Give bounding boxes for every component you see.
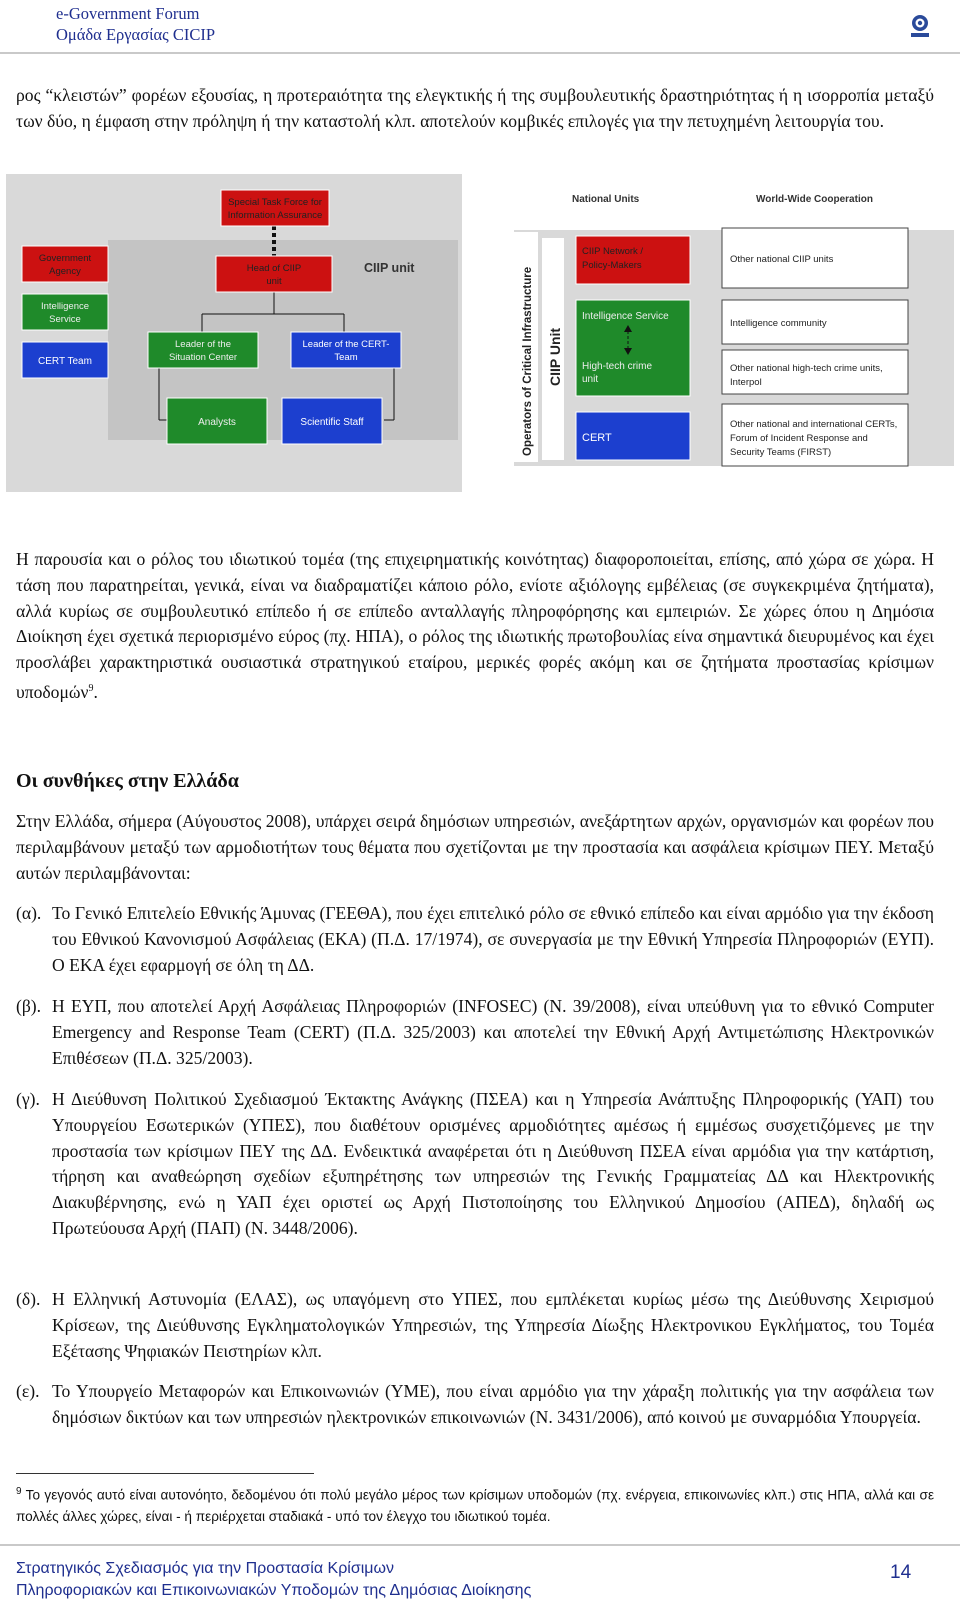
footnote-text: Το γεγονός αυτό είναι αυτονόητο, δεδομένου ότι πολύ μεγάλο μέρος των κρίσιμων υποδομών (πχ. ενέργεια, επικοινωνίες κλπ.) στις ΗΠΑ, αλλά και σε πολλές άλλες χώρες, είναι - ή περιέρχεται σταδιακά - υπό τον έλεγχο του ιδιωτικού τομέα. <box>16 1487 935 1524</box>
list-item-label: (α). <box>16 903 42 923</box>
other-certs-label-2: Forum of Incident Response and <box>730 433 868 444</box>
intel-community-label: Intelligence community <box>730 318 827 329</box>
footer-divider <box>0 1544 960 1546</box>
footer-line-2: Πληροφοριακών και Επικοινωνιακών Υποδομών της Δημόσιας Διοίκησης <box>16 1582 532 1599</box>
other-hightech-label-1: Other national high-tech crime units, <box>730 363 883 374</box>
other-certs-label-3: Security Teams (FIRST) <box>730 447 832 458</box>
list-item-label: (γ). <box>16 1089 40 1109</box>
list-item-text: Το Γενικό Επιτελείο Εθνικής Άμυνας (ΓΕΕΘΑ), που έχει επιτελικό ρόλο σε εθνικό επίπεδο και είναι αρμόδιο για την έκδοση του Εθνικού Κανονισμού Ασφάλειας (ΕΚΑ) (Π.Δ. 17/1974), σε συνεργασία με την Εθνική Υπηρεσία Πληροφοριών (ΕΥΠ). Ο ΕΚΑ έχει εφαρμογή σε όλη τη ΔΔ. <box>52 903 934 975</box>
footnote-divider <box>16 1473 314 1474</box>
leader-cert-label-1: Leader of the CERT- <box>302 339 390 350</box>
head-ciip-label-1: Head of CIIP <box>246 263 302 274</box>
footnote-reference[interactable]: 9 <box>88 682 94 694</box>
gov-agency-label-1: Government <box>38 253 92 264</box>
header-divider <box>0 52 960 54</box>
world-coop-label: World-Wide Cooperation <box>756 194 873 205</box>
ciip-organisation-diagram <box>4 174 956 504</box>
list-item-text: Η Διεύθυνση Πολιτικού Σχεδιασμού Έκτακτης Ανάγκης (ΠΣΕΑ) και η Υπηρεσία Ανάπτυξης Πληροφορικής (ΥΑΠ) του Υπουργείου Εσωτερικών (ΥΠΕΣ), που διαθέτουν ορισμένες αρμοδιότητες αμέσως ή εμμέσως συσχετιζόμενες με την προστασία των κρίσιμων ΠΕΥ της ΔΔ. Ενδεικτικά αναφέρεται ότι η Διεύθυνση ΠΣΕΑ είναι αρμόδια για την κατάρτιση, τήρηση και αναθεώρηση σχεδίων εξυπηρέτησης των υπηρεσιών της Γενικής Γραμματείας ΔΔ και Ηλεκτρονικής Διακυβέρνησης, ενώ η ΥΑΠ έχει οριστεί ως Αρχή Πιστοποίησης του Ελληνικού Δημοσίου (ΑΠΕΔ), δηλαδή ως Πρωτεύουσα Αρχή (ΠΑΠ) (Ν. 3448/2006). <box>52 1089 934 1238</box>
national-units-label: National Units <box>572 194 640 205</box>
page-footer <box>16 1558 531 1602</box>
paragraph-private-sector-end: . <box>93 681 98 702</box>
task-force-label-1: Special Task Force for <box>228 197 322 208</box>
left-intel-label-1: Intelligence <box>40 301 90 312</box>
list-item-label: (ε). <box>16 1381 40 1401</box>
ciip-unit-vertical-label: CIIP Unit <box>547 327 563 386</box>
list-item-label: (β). <box>16 996 42 1016</box>
footnote-mark: 9 <box>16 1486 22 1497</box>
paragraph-private-sector-text: Η παρουσία και ο ρόλος του ιδιωτικού τομέα (της επιχειρηματικής κοινότητας) διαφοροποιείται, επίσης, από χώρα σε χώρα. Η τάση που παρατηρείται, γενικά, είναι να διαδραματίζει κάποιο ρόλο, ενίοτε αξιόλογης εμβέλειας (σε συγκεκριμένα ζητήματα), αλλά κυρίως σε συμβουλευτικό επίπεδο ή σε επίπεδο ανταλλαγής πληροφόρησης και εμπειριών. Σε χώρες όπου η Δημόσια Διοίκηση έχει σχετικά περιορισμένο εύρος (πχ. ΗΠΑ), ο ρόλος της ιδιωτικής πρωτοβουλίας είνα σημαντικά διευρυμένος και έχει προσλάβει χαρακτηριστικά ουσιαστικά στρατηγικού εταίρου, μερικές φορές ακόμη και σε ζητήματα προστασίας κρίσιμων υποδομών <box>16 549 934 702</box>
paragraph-private-sector <box>16 547 934 706</box>
other-ciip-label: Other national CIIP units <box>730 254 834 265</box>
right-cert-label: CERT <box>582 432 612 444</box>
page-number: 14 <box>890 1562 912 1583</box>
left-intel-label-2: Service <box>49 314 81 325</box>
leader-situation-label-1: Leader of the <box>175 339 231 350</box>
head-ciip-label-2: unit <box>266 276 282 287</box>
ciip-unit-label: CIIP unit <box>364 261 415 275</box>
list-item-text: Η Ελληνική Αστυνομία (ΕΛΑΣ), ως υπαγόμενη στο ΥΠΕΣ, που εμπλέκεται κυρίως μέσω της Διεύθυνσης Χειρισμού Κρίσεων, της Διεύθυνσης Εγκληματολογικών Υπηρεσιών, της Υπηρεσία Δίωξης Ηλεκτρονικου Εγκλήματος, του Τομέα Εξέτασης Ψηφιακών Πειστηρίων κλπ. <box>52 1289 934 1361</box>
footer-line-1: Στρατηγικός Σχεδιασμός για την Προστασία Κρίσιμων <box>16 1560 394 1577</box>
gov-agency-label-2: Agency <box>49 266 81 277</box>
hightech-label-1: High-tech crime <box>582 361 653 372</box>
list-item <box>16 1379 934 1431</box>
header-title: e-Government Forum <box>56 4 200 23</box>
footnote <box>16 1481 934 1527</box>
section-heading: Οι συνθήκες στην Ελλάδα <box>16 770 239 792</box>
ciip-network-label-1: CIIP Network / <box>582 246 644 257</box>
page-header <box>40 2 940 50</box>
task-force-label-2: Information Assurance <box>227 210 323 221</box>
other-certs-label-1: Other national and international CERTs, <box>730 419 898 430</box>
header-subtitle: Ομάδα Εργασίας CICIP <box>56 25 216 44</box>
leader-cert-label-2: Team <box>334 352 358 363</box>
list-item-text: Το Υπουργείο Μεταφορών και Επικοινωνιών (ΥΜΕ), που είναι αρμόδιο για την χάραξη πολιτικής για την ασφάλεια των δημόσιων δικτύων και των υπηρεσιών ηλεκτρονικών επικοινωνιών (Ν. 3431/2006), από κοινού με συναρμόδια Υπουργεία. <box>52 1381 934 1427</box>
list-item-text: Η ΕΥΠ, που αποτελεί Αρχή Ασφάλειας Πληροφοριών (INFOSEC) (Ν. 39/2008), είναι υπεύθυνη για το εθνικό Computer Emergency and Response Team (CERT) (Π.Δ. 325/2003) και αποτελεί την Εθνική Αρχή Αντιμετώπισης Ηλεκτρονικών Επιθέσεων (Π.Δ. 325/2003). <box>52 996 934 1068</box>
analysts-label: Analysts <box>198 417 236 428</box>
ciip-network-label-2: Policy-Makers <box>582 260 642 271</box>
hightech-label-2: unit <box>582 374 599 385</box>
right-intel-label: Intelligence Service <box>582 311 669 322</box>
forum-logo-icon <box>908 13 932 39</box>
operators-label: Operators of Critical Infrastructure <box>522 266 534 456</box>
list-item <box>16 1087 934 1242</box>
paragraph-greece-intro: Στην Ελλάδα, σήμερα (Αύγουστος 2008), υπάρχει σειρά δημόσιων υπηρεσιών, ανεξάρτητων αρχών, οργανισμών και φορέων που περιλαμβάνουν μεταξύ των αρμοδιοτήτων τους θέματα που σχετίζονται με την προστασία και ασφάλεια κρίσιμων ΠΕΥ. Μεταξύ αυτών περιλαμβάνονται: <box>16 811 934 883</box>
list-item-label: (δ). <box>16 1289 41 1309</box>
other-hightech-label-2: Interpol <box>730 377 762 388</box>
list-item <box>16 901 934 978</box>
list-item <box>16 1287 934 1364</box>
scientific-staff-label: Scientific Staff <box>300 417 364 428</box>
paragraph-intro: ρος “κλειστών” φορέων εξουσίας, η προτεραιότητα της ελεγκτικής ή της συμβουλευτικής δραστηριότητας ή η ισορροπία μεταξύ των δύο, η έμφαση στην πρόληψη ή την καταστολή κλπ. αποτελούν κομβικές επιλογές για την πετυχημένη λειτουργία του. <box>16 85 934 131</box>
cert-team-label: CERT Team <box>38 356 92 367</box>
leader-situation-label-2: Situation Center <box>168 352 238 363</box>
list-item <box>16 994 934 1071</box>
